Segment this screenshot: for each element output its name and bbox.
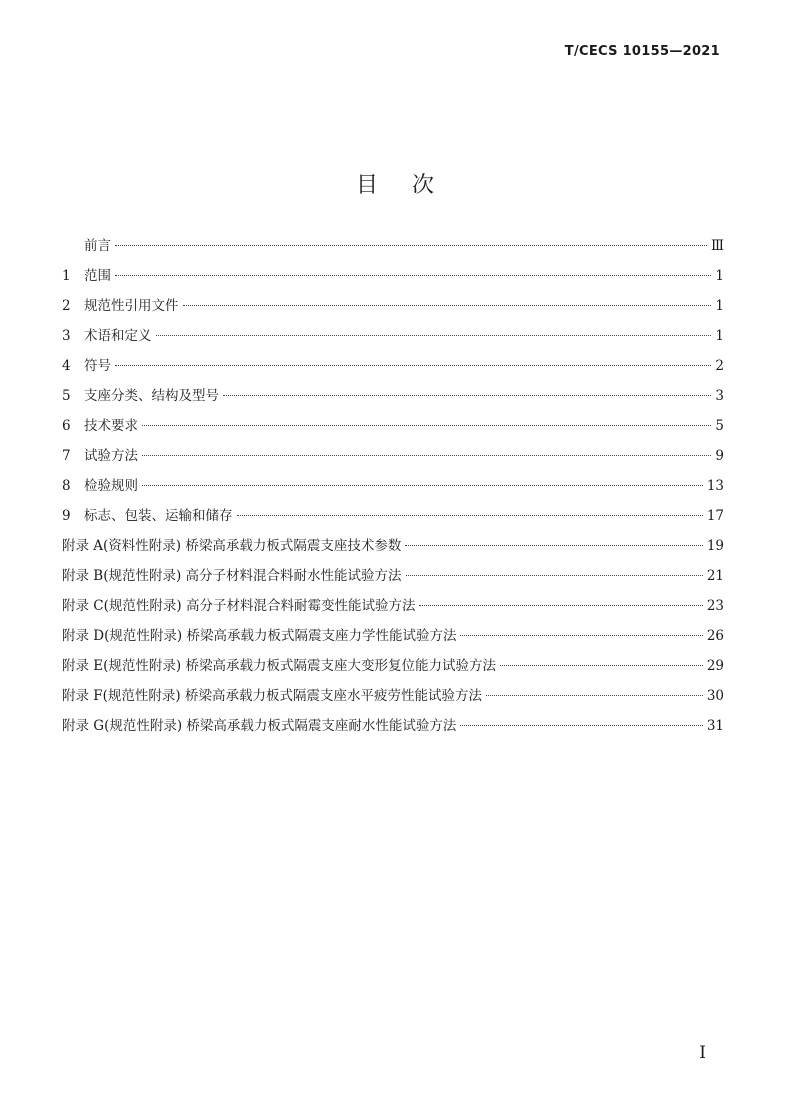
toc-label: 支座分类、结构及型号 (84, 388, 219, 404)
toc-label: 附录 E(规范性附录) 桥梁高承载力板式隔震支座大变形复位能力试验方法 (62, 658, 496, 674)
toc-label: 试验方法 (84, 448, 138, 464)
dot-leader (115, 365, 711, 366)
dot-leader (142, 455, 711, 456)
standard-code: T/CECS 10155—2021 (564, 44, 720, 59)
toc-page-number: 5 (715, 418, 724, 434)
toc-page-number: 29 (706, 658, 724, 674)
dot-leader (223, 395, 711, 396)
toc-page-number: 2 (715, 358, 724, 374)
toc-entry[interactable] (62, 624, 724, 654)
dot-leader (115, 245, 707, 246)
dot-leader (115, 275, 711, 276)
toc-number: 5 (62, 388, 71, 404)
toc-entry[interactable] (62, 444, 724, 474)
toc-number: 6 (62, 418, 71, 434)
toc-entry[interactable] (62, 714, 724, 744)
dot-leader (486, 695, 703, 696)
toc-page-number: 21 (706, 568, 724, 584)
toc-label: 附录 F(规范性附录) 桥梁高承载力板式隔震支座水平疲劳性能试验方法 (62, 688, 482, 704)
toc-page-number: 31 (706, 718, 724, 734)
page-title: 目次 (355, 173, 468, 198)
dot-leader (460, 635, 702, 636)
toc-page-number: 19 (706, 538, 724, 554)
toc-entry[interactable] (62, 324, 724, 354)
toc-page-number: 3 (715, 388, 724, 404)
toc-entry[interactable] (62, 654, 724, 684)
dot-leader (460, 725, 702, 726)
dot-leader (500, 665, 703, 666)
dot-leader (419, 605, 702, 606)
dot-leader (405, 545, 702, 546)
toc-label: 附录 C(规范性附录) 高分子材料混合料耐霉变性能试验方法 (62, 598, 416, 614)
table-of-contents (62, 234, 724, 744)
toc-entry[interactable] (62, 234, 724, 264)
toc-entry[interactable] (62, 414, 724, 444)
toc-label: 前言 (84, 238, 111, 254)
toc-entry[interactable] (62, 564, 724, 594)
toc-page-number: 30 (706, 688, 724, 704)
toc-label: 规范性引用文件 (84, 298, 179, 314)
toc-entry[interactable] (62, 354, 724, 384)
toc-number: 9 (62, 508, 71, 524)
toc-label: 附录 D(规范性附录) 桥梁高承载力板式隔震支座力学性能试验方法 (62, 628, 457, 644)
toc-label: 术语和定义 (84, 328, 152, 344)
toc-number: 4 (62, 358, 71, 374)
toc-label: 技术要求 (84, 418, 138, 434)
toc-entry[interactable] (62, 594, 724, 624)
page-number: I (699, 1043, 706, 1063)
toc-page-number: 23 (706, 598, 724, 614)
toc-label: 附录 G(规范性附录) 桥梁高承载力板式隔震支座耐水性能试验方法 (62, 718, 457, 734)
dot-leader (406, 575, 703, 576)
toc-page-number: 13 (706, 478, 724, 494)
toc-label: 标志、包装、运输和储存 (84, 508, 233, 524)
toc-page-number: Ⅲ (710, 238, 724, 254)
toc-page-number: 9 (715, 448, 724, 464)
toc-page-number: 1 (715, 328, 724, 344)
toc-label: 检验规则 (84, 478, 138, 494)
toc-number: 7 (62, 448, 71, 464)
toc-entry[interactable] (62, 264, 724, 294)
dot-leader (142, 425, 711, 426)
dot-leader (156, 335, 712, 336)
toc-page-number: 17 (706, 508, 724, 524)
toc-label: 附录 A(资料性附录) 桥梁高承载力板式隔震支座技术参数 (62, 538, 402, 554)
toc-entry[interactable] (62, 474, 724, 504)
toc-number: 1 (62, 268, 71, 284)
toc-label: 附录 B(规范性附录) 高分子材料混合料耐水性能试验方法 (62, 568, 402, 584)
toc-number: 3 (62, 328, 71, 344)
toc-number: 2 (62, 298, 71, 314)
toc-entry[interactable] (62, 294, 724, 324)
dot-leader (237, 515, 703, 516)
toc-page-number: 1 (715, 298, 724, 314)
toc-number: 8 (62, 478, 71, 494)
toc-label: 符号 (84, 358, 111, 374)
toc-entry[interactable] (62, 684, 724, 714)
dot-leader (183, 305, 712, 306)
toc-entry[interactable] (62, 534, 724, 564)
toc-entry[interactable] (62, 384, 724, 414)
dot-leader (142, 485, 703, 486)
toc-entry[interactable] (62, 504, 724, 534)
toc-page-number: 26 (706, 628, 724, 644)
toc-page-number: 1 (715, 268, 724, 284)
toc-label: 范围 (84, 268, 111, 284)
